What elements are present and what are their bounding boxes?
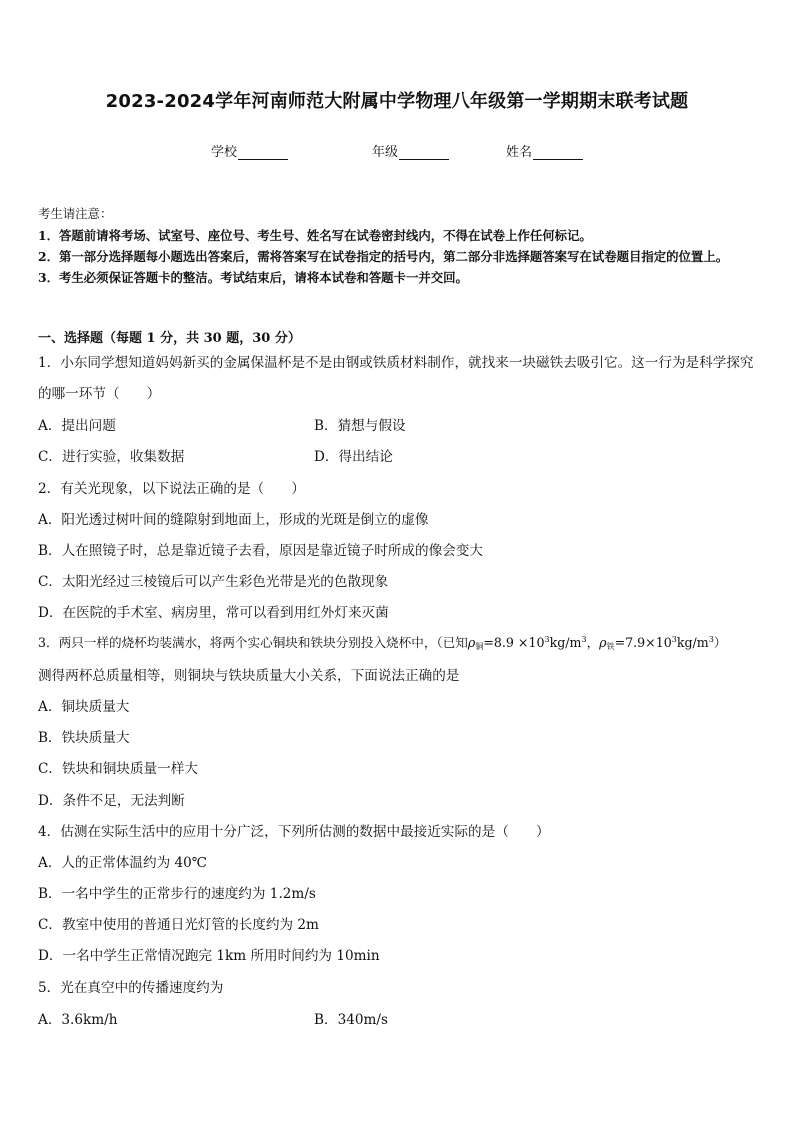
section-heading: 一、选择题（每题 1 分，共 30 题，30 分） [38, 331, 301, 346]
question-1-stem: 1．小东同学想知道妈妈新买的金属保温杯是不是由钢或铁质材料制作，就找来一块磁铁去吸引它。这一行为是科学探究的哪一环节（ ） [38, 355, 754, 402]
question-5-option-a: A．3.6km/h [38, 1012, 118, 1028]
rho-copper-subscript: 铜 [475, 642, 484, 651]
question-5-option-b: B．340m/s [314, 1012, 388, 1028]
name-label: 姓名 [506, 145, 533, 160]
question-3-stem-text: 3．两只一样的烧杯均装满水，将两个实心铜块和铁块分别投入烧杯中，（已知 [38, 635, 468, 650]
question-3-option-b: B．铁块质量大 [38, 730, 130, 746]
question-3-option-a: A．铜块质量大 [38, 699, 130, 715]
rho-symbol: ρ [599, 635, 607, 650]
question-2-option-c: C．太阳光经过三棱镜后可以产生彩色光带是光的色散现象 [38, 574, 389, 590]
grade-blank [399, 147, 449, 160]
notice-item: 2．第一部分选择题每小题选出答案后，需将答案写在试卷指定的括号内，第二部分非选择题答案写在试卷题目指定的位置上。 [38, 249, 729, 264]
question-4-option-b: B．一名中学生的正常步行的速度约为 1.2m/s [38, 886, 316, 902]
notice-item: 1．答题前请将考场、试室号、座位号、考生号、姓名写在试卷密封线内，不得在试卷上作任何标记。 [38, 228, 592, 243]
question-1-option-b: B．猜想与假设 [314, 418, 406, 434]
rho-iron-unit-exponent: 3 [708, 635, 714, 644]
rho-copper-unit-exponent: 3 [581, 635, 587, 644]
question-3-stem-line-1 [38, 632, 758, 652]
question-3-option-c: C．铁块和铜块质量一样大 [38, 761, 198, 777]
exam-title: 2023-2024学年河南师范大附属中学物理八年级第一学期期末联考试题 [105, 91, 689, 112]
question-4-option-d: D．一名中学生正常情况跑完 1km 所用时间约为 10min [38, 948, 380, 964]
question-4-option-c: C．教室中使用的普通日光灯管的长度约为 2m [38, 917, 319, 933]
rho-iron-subscript: 铁 [606, 642, 615, 651]
rho-iron-exponent: 3 [671, 635, 677, 644]
close-paren: ） [713, 635, 727, 650]
exam-notice [38, 204, 768, 288]
question-2-option-d: D．在医院的手术室、病房里，常可以看到用红外灯来灭菌 [38, 605, 389, 621]
question-3-stem-line-2: 测得两杯总质量相等，则铜块与铁块质量大小关系，下面说法正确的是 [38, 668, 460, 684]
question-1-option-c: C．进行实验，收集数据 [38, 449, 185, 465]
name-blank [533, 147, 583, 160]
school-label: 学校 [211, 145, 238, 160]
question-1-option-d: D．得出结论 [314, 449, 393, 465]
rho-symbol: ρ [467, 635, 476, 650]
question-2-option-b: B．人在照镜子时，总是靠近镜子去看，原因是靠近镜子时所成的像会变大 [38, 543, 483, 559]
question-2-option-a: A．阳光透过树叶间的缝隙射到地面上，形成的光斑是倒立的虚像 [38, 512, 429, 528]
question-4-option-a: A．人的正常体温约为 40℃ [38, 855, 207, 871]
school-field [211, 141, 288, 160]
question-3-option-d: D．条件不足，无法判断 [38, 793, 185, 809]
separator-comma: ， [586, 635, 600, 650]
question-1-option-a: A．提出问题 [38, 418, 116, 434]
question-2-stem: 2．有关光现象，以下说法正确的是（ ） [38, 481, 305, 497]
question-5-stem: 5．光在真空中的传播速度约为 [38, 980, 224, 996]
grade-field [372, 141, 449, 160]
school-blank [238, 147, 288, 160]
name-field [506, 141, 583, 160]
student-info-fields [0, 141, 794, 161]
grade-label: 年级 [372, 145, 399, 160]
question-4-stem: 4．估测在实际生活中的应用十分广泛，下列所估测的数据中最接近实际的是（ ） [38, 824, 550, 840]
notice-item: 3．考生必须保证答题卡的整洁。考试结束后，请将本试卷和答题卡一并交回。 [38, 270, 468, 285]
rho-copper-exponent: 3 [544, 635, 550, 644]
rho-copper-value: =8.9 ×10 [483, 635, 545, 650]
notice-heading: 考生请注意： [38, 206, 113, 221]
rho-copper-unit: kg/m [549, 635, 582, 650]
rho-iron-unit: kg/m [676, 635, 709, 650]
rho-iron-value: =7.9×10 [614, 635, 672, 650]
